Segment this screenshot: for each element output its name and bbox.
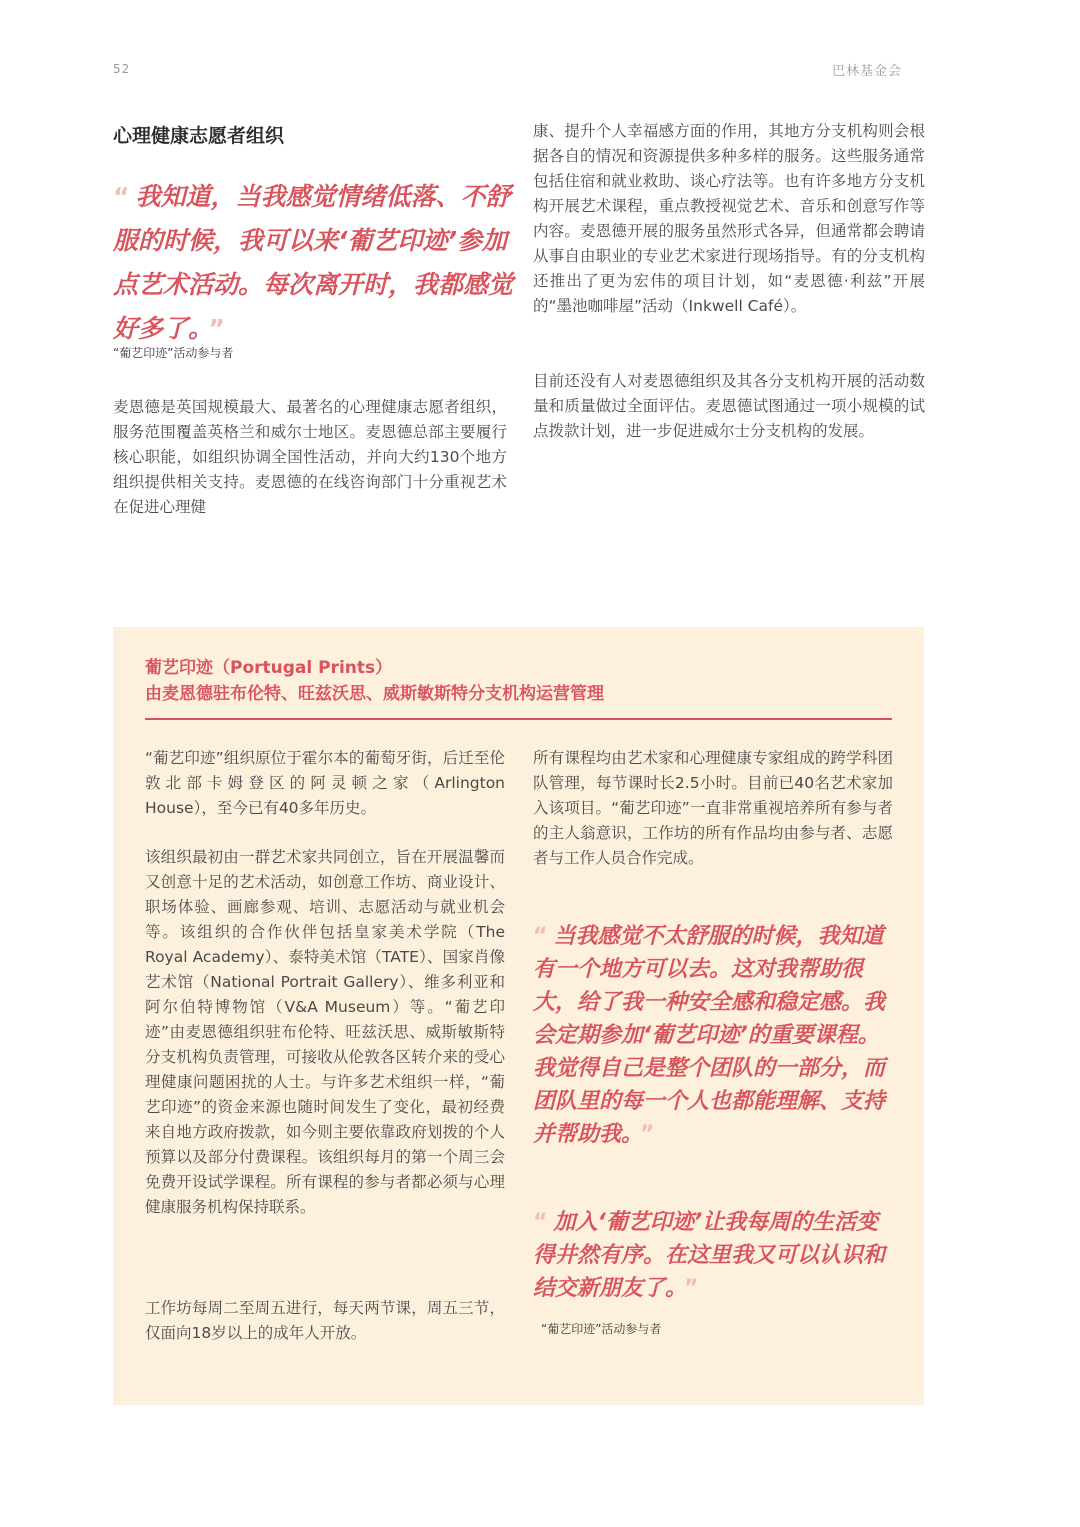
page-number: 52	[113, 62, 131, 76]
panel-title-line2: 由麦恩德驻布伦特、旺兹沃思、威斯敏斯特分支机构运营管理	[145, 684, 604, 704]
close-quote-icon: ”	[684, 1276, 699, 1301]
panel-paragraph-management: 所有课程均由艺术家和心理健康专家组成的跨学科团队管理，每节课时长2.5小时。目前已40名艺术家加入该项目。“葡艺印迹”一直非常重视培养所有参与者的主人翁意识，工作坊的所有作品均由参与者、志愿者与工作人员合作完成。	[533, 749, 893, 867]
quote-attribution: “葡艺印迹”活动参与者	[113, 346, 234, 360]
panel-quote-attribution: “葡艺印迹”活动参与者	[541, 1322, 662, 1336]
close-quote-icon: ”	[640, 1122, 655, 1147]
open-quote-icon: “	[533, 924, 548, 949]
panel-quote-1-text: 当我感觉不太舒服的时候，我知道有一个地方可以去。这对我帮助很大，给了我一种安全感和稳定感。我会定期参加‘葡艺印迹’的重要课程。我觉得自己是整个团队的一部分，而团队里的每一个人也都能理解、支持并帮助我。	[533, 924, 886, 1147]
pull-quote-text: 我知道，当我感觉情绪低落、不舒服的时候，我可以来‘葡艺印迹’参加点艺术活动。每次离开时，我都感觉好多了。	[113, 182, 514, 343]
paragraph-intro: 麦恩德是英国规模最大、最著名的心理健康志愿者组织，服务范围覆盖英格兰和威尔士地区。麦恩德总部主要履行核心职能，如组织协调全国性活动，并向大约130个地方组织提供相关支持。麦恩德的在线咨询部门十分重视艺术在促进心理健	[113, 398, 507, 516]
panel-quote-2	[533, 1206, 895, 1305]
open-quote-icon: “	[533, 1210, 548, 1235]
organization-name: 巴林基金会	[832, 64, 903, 79]
panel-paragraph-history: “葡艺印迹”组织原位于霍尔本的葡萄牙街，后迁至伦敦北部卡姆登区的阿灵顿之家（Arlington House），至今已有40多年历史。	[145, 749, 505, 817]
panel-paragraph-founding: 该组织最初由一群艺术家共同创立，旨在开展温馨而又创意十足的艺术活动，如创意工作坊、商业设计、职场体验、画廊参观、培训、志愿活动与就业机会等。该组织的合作伙伴包括皇家美术学院（The Royal Academy）、泰特美术馆（TATE）、国家肖像艺术馆（National Portrait Gallery）、维多利亚和阿尔伯特博物馆（V&A Museum）等。“葡艺印迹”由麦恩德组织驻布伦特、旺兹沃思、威斯敏斯特分支机构负责管理，可接收从伦敦各区转介来的受心理健康问题困扰的人士。与许多艺术组织一样，“葡艺印迹”的资金来源也随时间发生了变化，最初经费来自地方政府拨款，如今则主要依靠政府划拨的个人预算以及部分付费课程。该组织每月的第一个周三会免费开设试学课程。所有课程的参与者都必须与心理健康服务机构保持联系。	[145, 848, 505, 1216]
close-quote-icon: ”	[208, 314, 225, 343]
pull-quote	[113, 175, 513, 351]
panel-quote-2-text: 加入‘葡艺印迹’让我每周的生活变得井然有序。在这里我又可以认识和结交新朋友了。	[533, 1210, 886, 1301]
section-heading: 心理健康志愿者组织	[113, 125, 285, 147]
panel-title-line1: 葡艺印迹（Portugal Prints）	[145, 658, 393, 678]
paragraph-services: 康、提升个人幸福感方面的作用，其地方分支机构则会根据各自的情况和资源提供多种多样的服务。这些服务通常包括住宿和就业救助、谈心疗法等。也有许多地方分支机构开展艺术课程，重点教授视觉艺术、音乐和创意写作等内容。麦恩德开展的服务虽然形式各异，但通常都会聘请从事自由职业的专业艺术家进行现场指导。有的分支机构还推出了更为宏伟的项目计划，如“麦恩德·利兹”开展的“墨池咖啡屋”活动（Inkwell Café）。	[533, 122, 925, 315]
open-quote-icon: “	[113, 182, 130, 211]
panel-paragraph-schedule: 工作坊每周二至周五进行，每天两节课，周五三节，仅面向18岁以上的成年人开放。	[145, 1299, 505, 1342]
panel-divider	[145, 718, 892, 720]
paragraph-evaluation: 目前还没有人对麦恩德组织及其各分支机构开展的活动数量和质量做过全面评估。麦恩德试图通过一项小规模的试点拨款计划，进一步促进威尔士分支机构的发展。	[533, 372, 925, 440]
panel-quote-1	[533, 920, 895, 1151]
panel-title	[145, 655, 604, 707]
